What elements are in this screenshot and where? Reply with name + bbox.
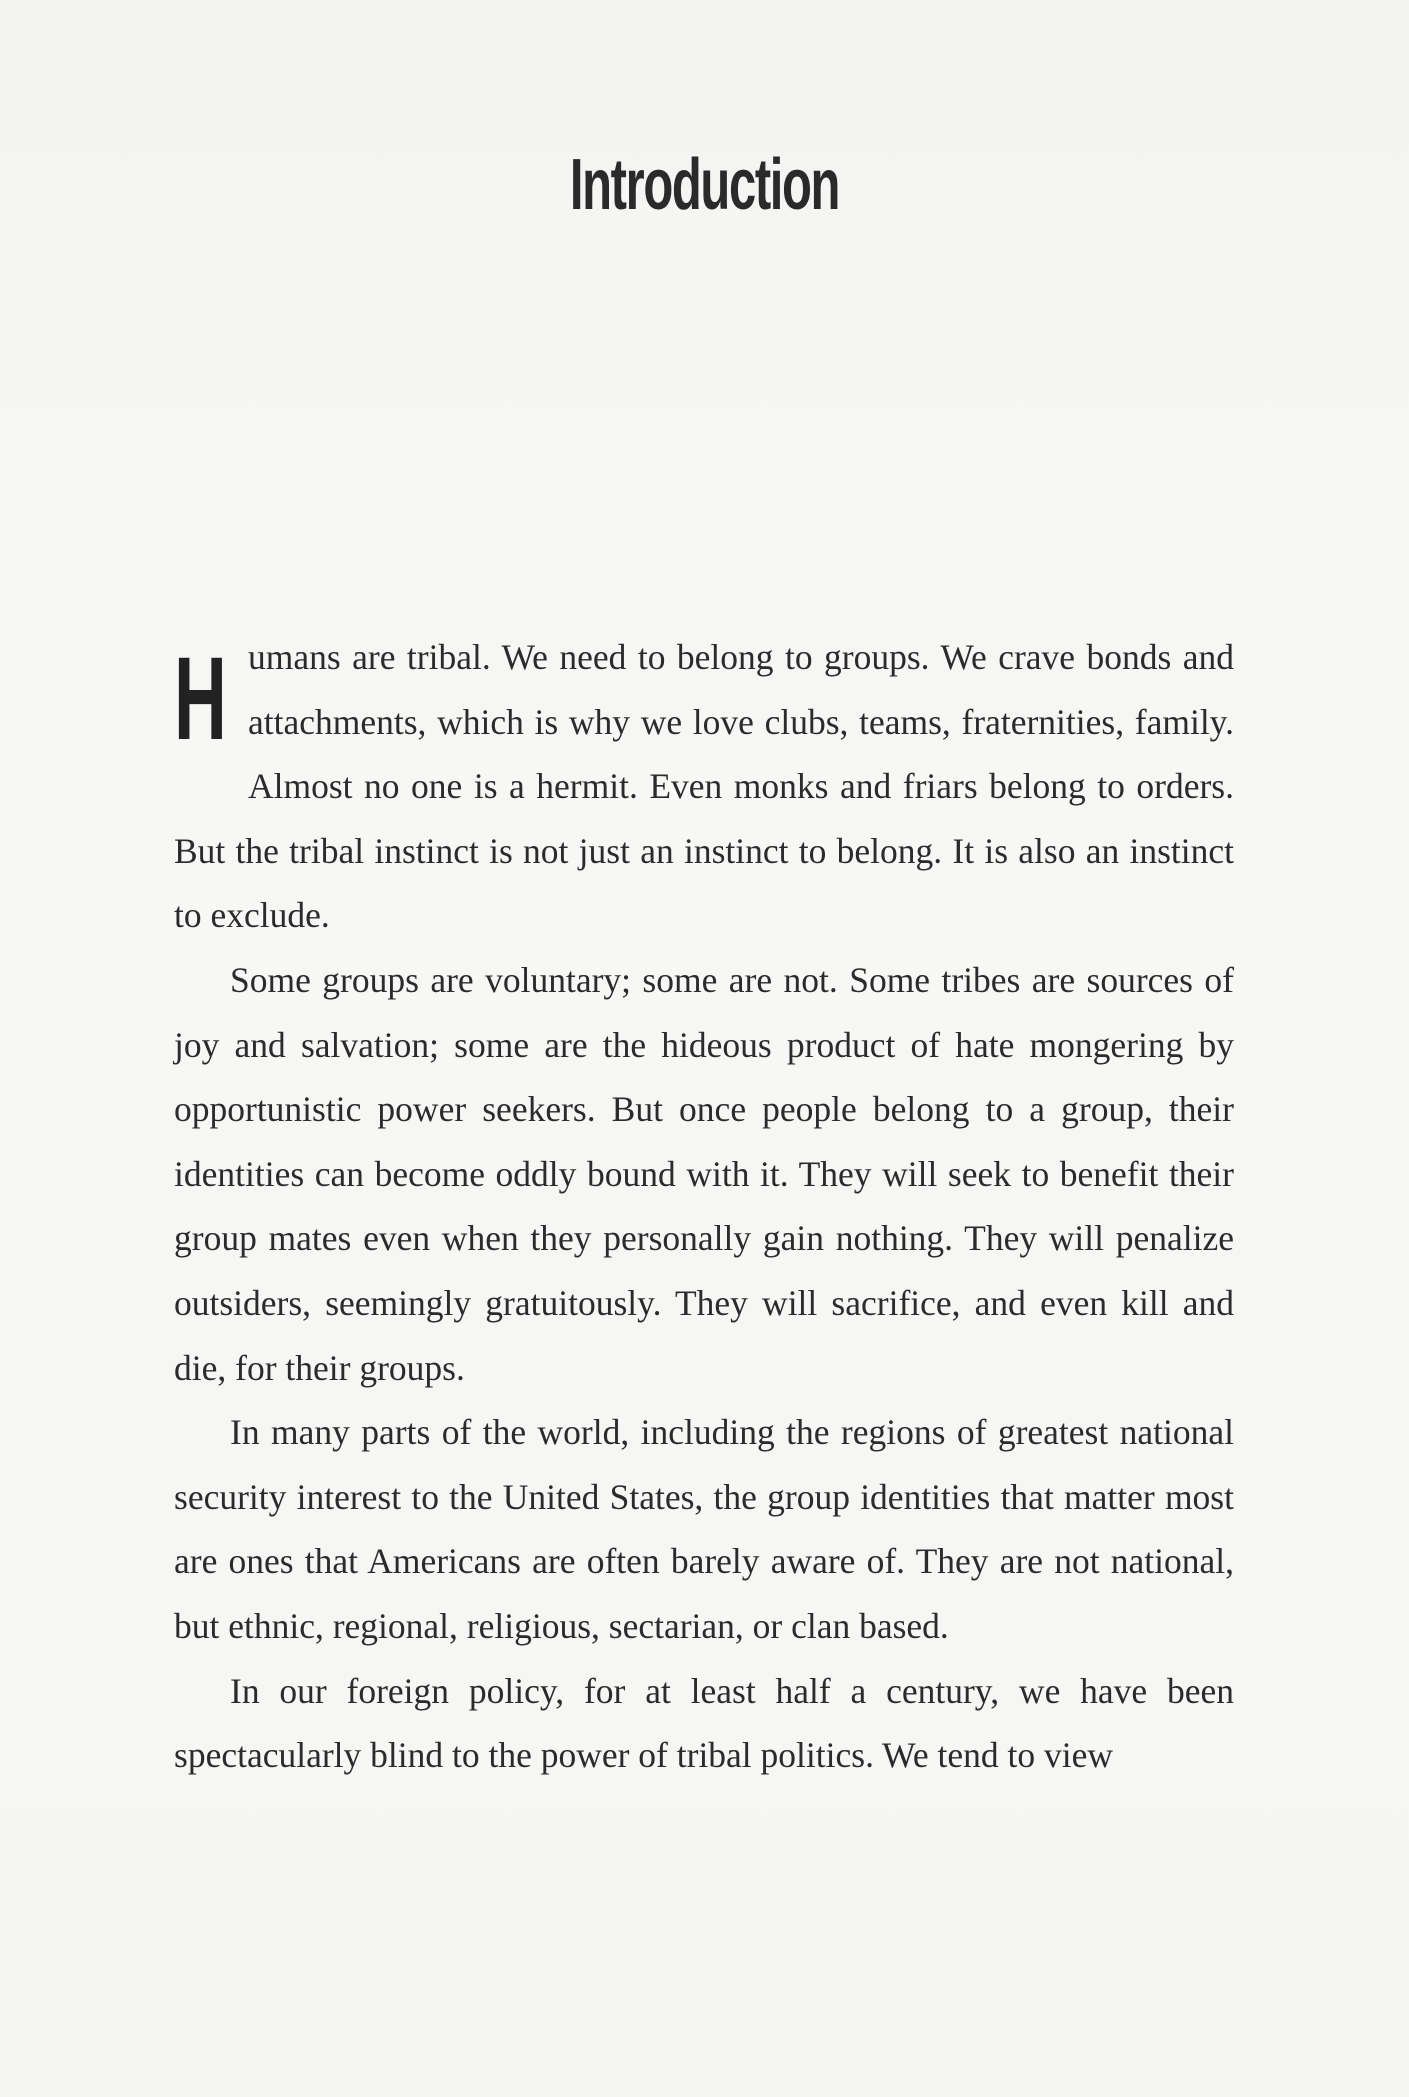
- chapter-title: Introduction: [569, 145, 840, 225]
- paragraph-1: [174, 625, 1234, 948]
- paragraph-2: Some groups are voluntary; some are not. Some tribes are sources of joy and salvation; some are the hideous product of hate mongering by opportunistic power seekers. But once people belong to a group, their identities can become oddly bound with it. They will seek to benefit their group mates even when they personally gain nothing. They will penalize outsiders, seemingly gratuitously. They will sacrifice, and even kill and die, for their groups.: [174, 959, 1234, 1388]
- body-text: [174, 625, 1234, 1788]
- paragraph-3: In many parts of the world, including the regions of greatest national security interest to the United States, the group identities that matter most are ones that Americans are often barely aware of. They are not national, but ethnic, regional, religious, sectarian, or clan based.: [174, 1412, 1234, 1646]
- paragraph-1-text: umans are tribal. We need to belong to groups. We crave bonds and attachments, which is why we love clubs, teams, fraternities, family. Almost no one is a hermit. Even monks and friars belong to orders. But the tribal instinct is not just an instinct to belong. It is also an instinct to exclude.: [174, 637, 1234, 936]
- paragraph-4: In our foreign policy, for at least half a century, we have been spectacularly blind to the power of tribal politics. We tend to view: [174, 1670, 1234, 1776]
- drop-cap: H: [174, 633, 227, 765]
